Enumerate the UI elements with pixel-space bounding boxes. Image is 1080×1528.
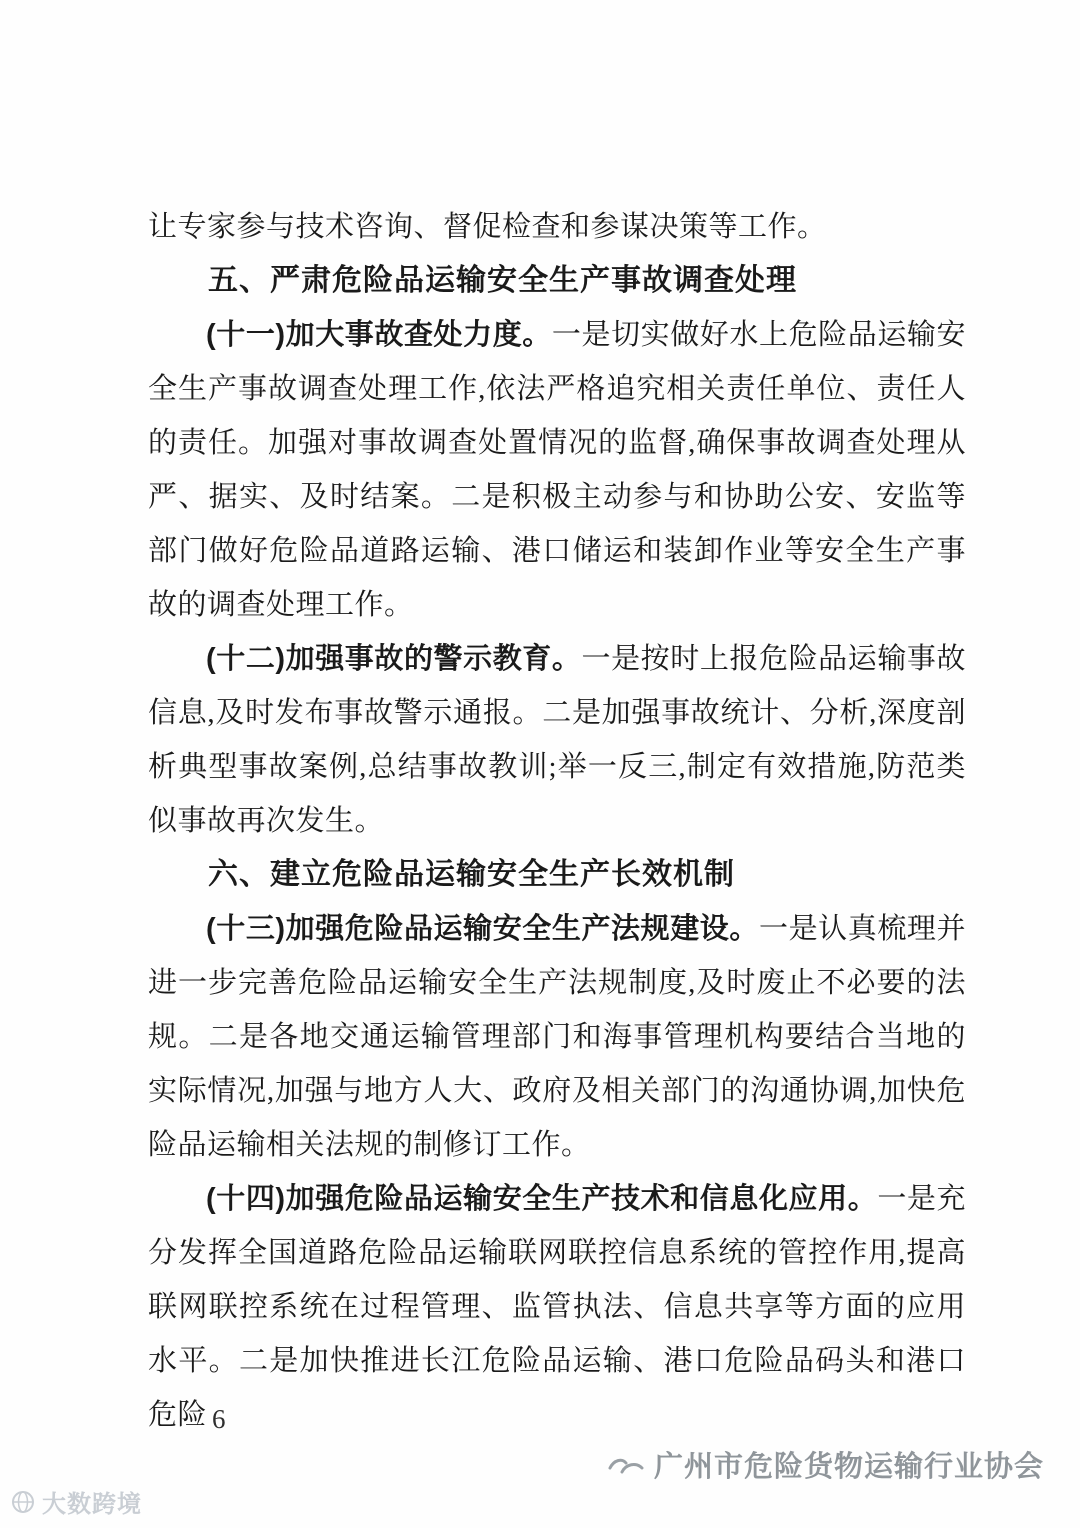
- paragraph-12: [148, 632, 966, 848]
- watermark-text: 大数跨境: [42, 1491, 142, 1518]
- paragraph-lead: (十一)加大事故查处力度。: [206, 319, 552, 351]
- paragraph-11: [148, 308, 966, 632]
- paragraph-lead: (十三)加强危险品运输安全生产法规建设。: [206, 913, 759, 945]
- paragraph-text: 一是认真梳理并进一步完善危险品运输安全生产法规制度,及时废止不必要的法规。二是各地交通运输管理部门和海事管理机构要结合当地的实际情况,加强与地方人大、政府及相关部门的沟通协调,加快危险品运输相关法规的制修订工作。: [148, 913, 966, 1161]
- paragraph-text: 一是切实做好水上危险品运输安全生产事故调查处理工作,依法严格追究相关责任单位、责任人的责任。加强对事故调查处置情况的监督,确保事故调查处理从严、据实、及时结案。二是积极主动参与和协助公安、安监等部门做好危险品道路运输、港口储运和装卸作业等安全生产事故的调查处理工作。: [148, 319, 966, 621]
- document-body: [148, 200, 966, 1442]
- association-logo-icon: [606, 1450, 646, 1480]
- page-number: 6: [212, 1404, 226, 1434]
- section-heading-6: 六、建立危险品运输安全生产长效机制: [208, 858, 735, 891]
- paragraph-text: 一是充分发挥全国道路危险品运输联网联控信息系统的管控作用,提高联网联控系统在过程管理、监管执法、信息共享等方面的应用水平。二是加快推进长江危险品运输、港口危险品码头和港口危险: [148, 1183, 966, 1431]
- watermark: [10, 1484, 142, 1519]
- paragraph-13: [148, 902, 966, 1172]
- association-footer: [606, 1444, 1044, 1485]
- paragraph-lead: (十四)加强危险品运输安全生产技术和信息化应用。: [206, 1183, 878, 1215]
- association-name: 广州市危险货物运输行业协会: [653, 1451, 1044, 1483]
- paragraph-text: 一是按时上报危险品运输事故信息,及时发布事故警示通报。二是加强事故统计、分析,深度剖析典型事故案例,总结事故教训;举一反三,制定有效措施,防范类似事故再次发生。: [148, 643, 966, 837]
- section-heading-5: 五、严肃危险品运输安全生产事故调查处理: [208, 264, 797, 297]
- paragraph-text: 让专家参与技术咨询、督促检查和参谋决策等工作。: [148, 211, 827, 243]
- watermark-logo-icon: [10, 1489, 36, 1515]
- paragraph-continuation: [148, 200, 966, 254]
- paragraph-lead: (十二)加强事故的警示教育。: [206, 643, 582, 675]
- paragraph-14: [148, 1172, 966, 1442]
